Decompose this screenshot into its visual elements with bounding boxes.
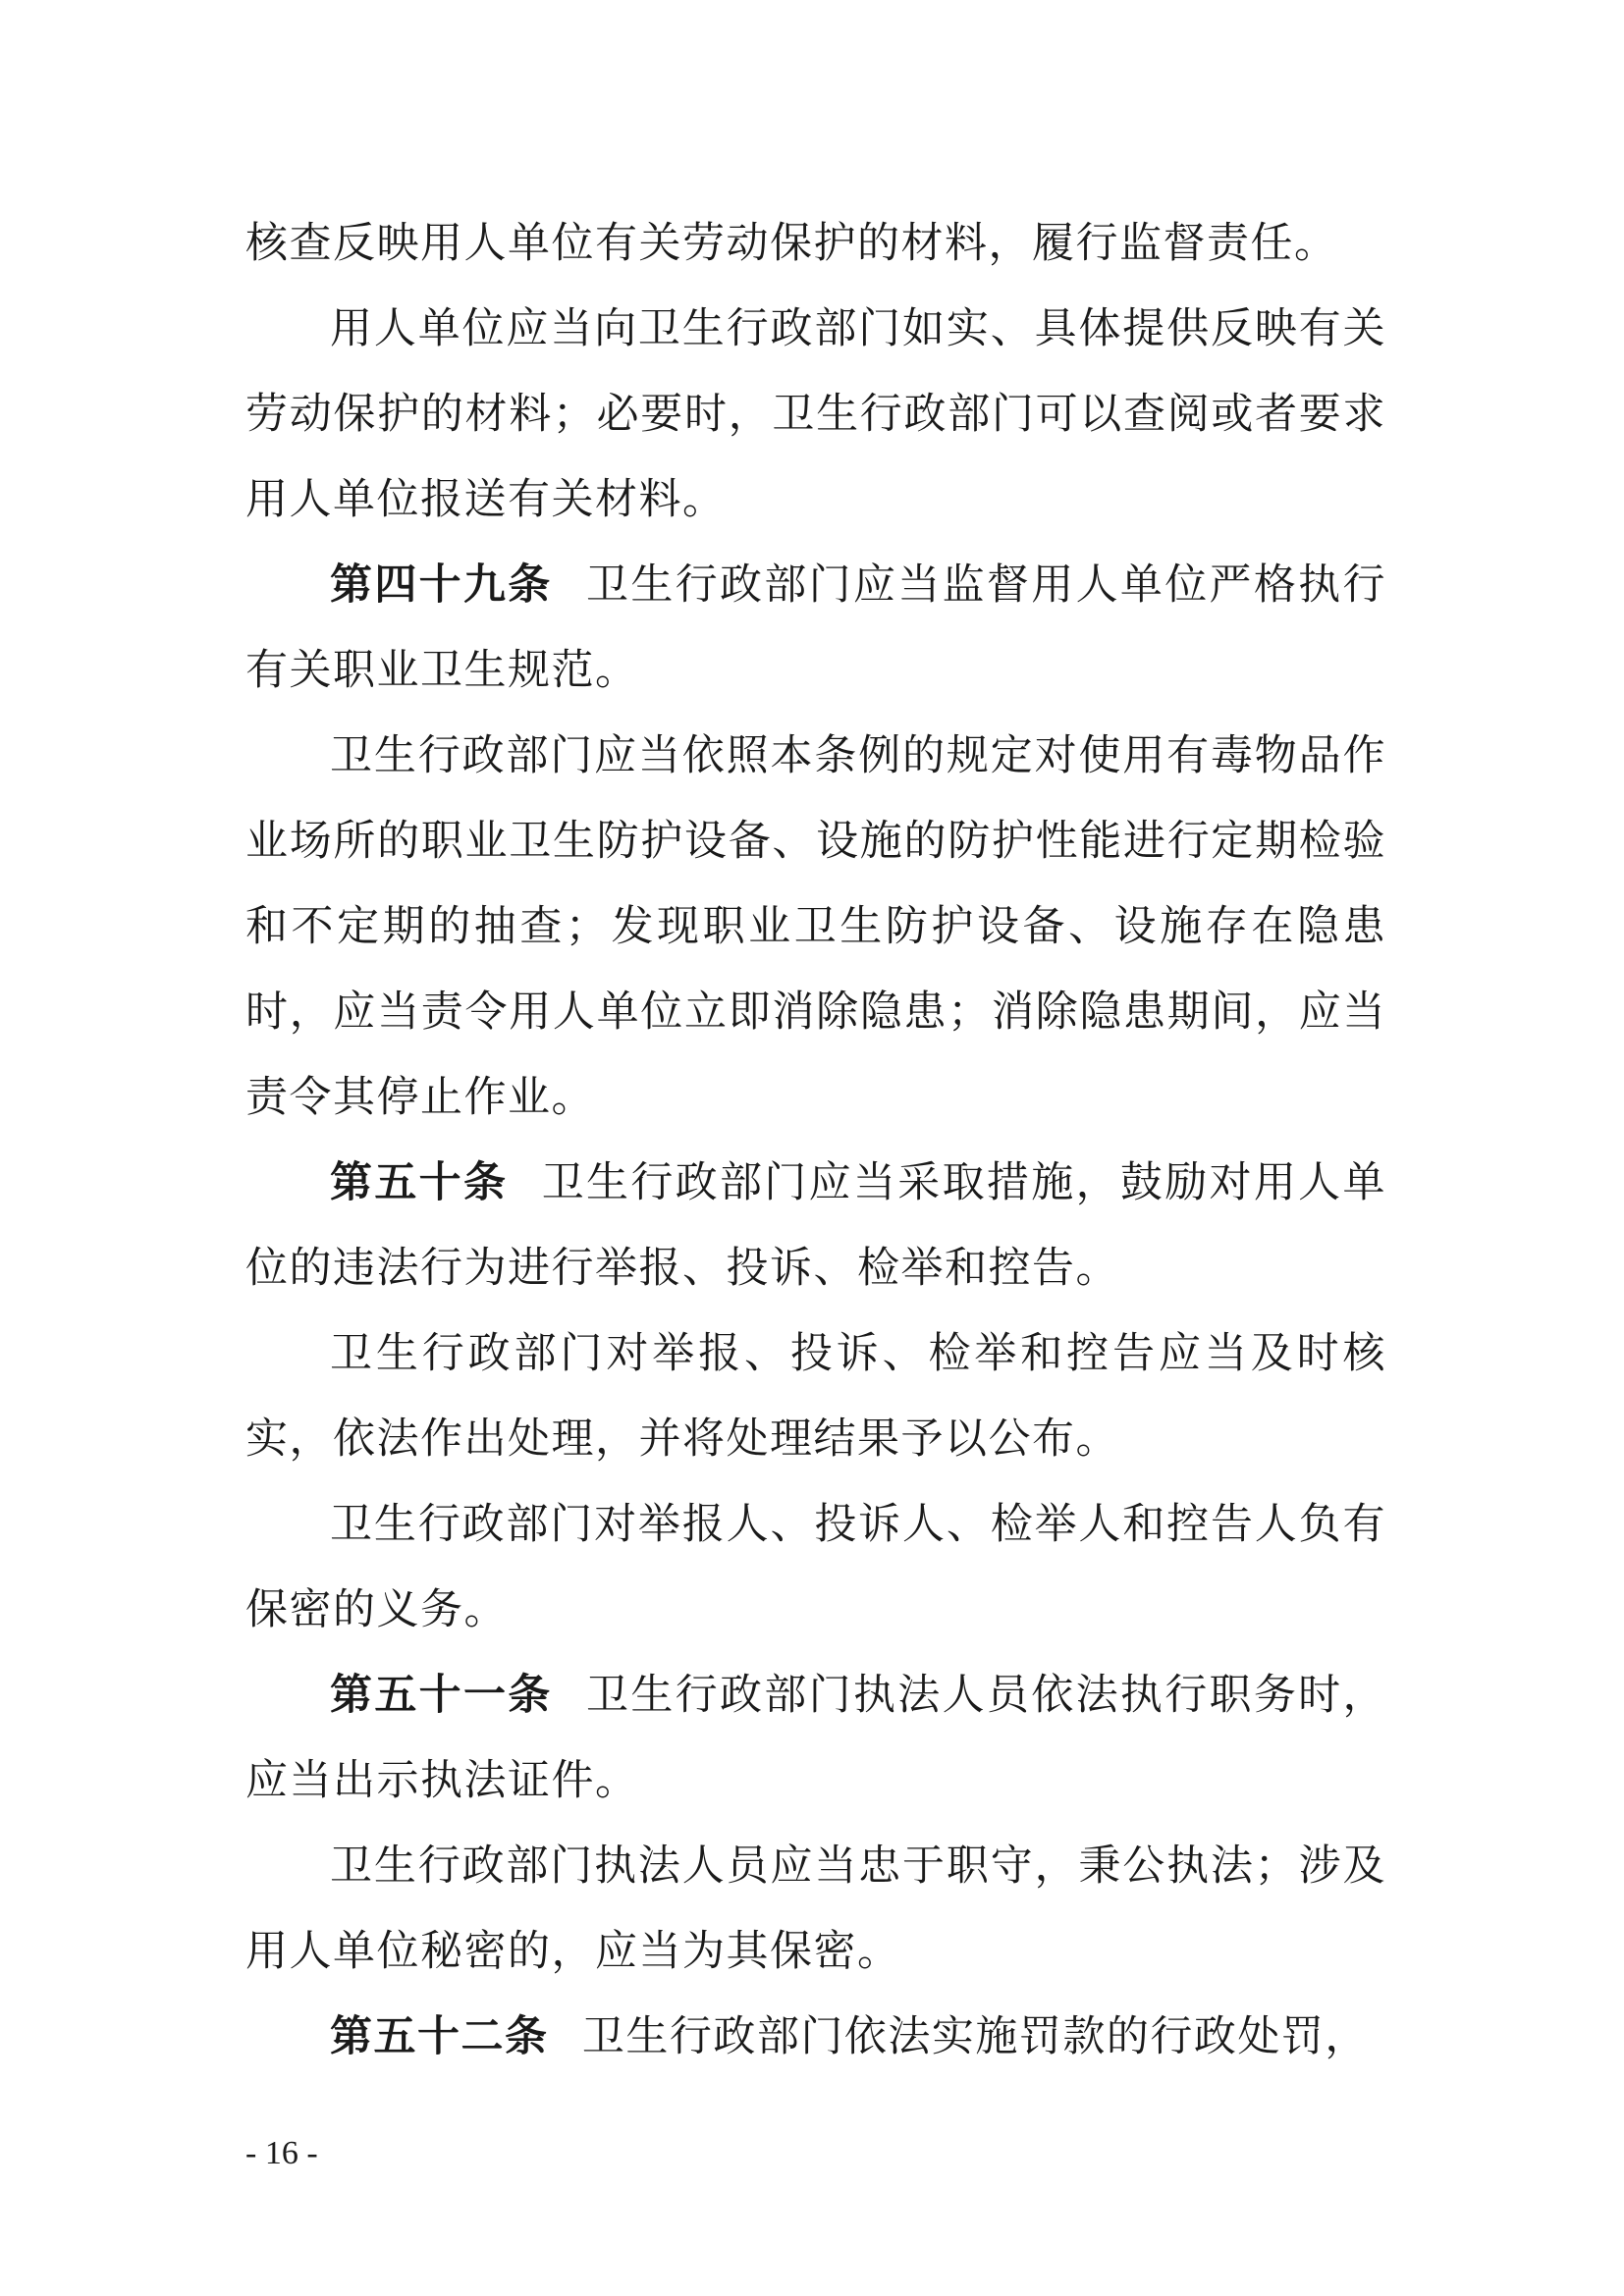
article-49 bbox=[245, 543, 1386, 714]
paragraph-text: 核查反映用人单位有关劳动保护的材料，履行监督责任。 bbox=[245, 219, 1338, 268]
paragraph-9 bbox=[245, 1824, 1386, 1995]
paragraph-text: 卫生行政部门执法人员依法执行职务时，应当出示执法证件。 bbox=[245, 1671, 1387, 1805]
paragraph-7 bbox=[245, 1482, 1386, 1653]
paragraph-1 bbox=[245, 201, 1386, 287]
body-text bbox=[245, 201, 1386, 2080]
paragraph-text: 卫生行政部门对举报人、投诉人、检举人和控告人负有保密的义务。 bbox=[245, 1500, 1386, 1634]
paragraph-text: 卫生行政部门依法实施罚款的行政处罚， bbox=[581, 2012, 1369, 2061]
article-50 bbox=[245, 1141, 1386, 1311]
article-52 bbox=[245, 1995, 1386, 2080]
article-number: 第四十九条 bbox=[330, 561, 553, 610]
page-number: - 16 - bbox=[245, 2135, 318, 2171]
article-51 bbox=[245, 1653, 1386, 1824]
paragraph-4 bbox=[245, 714, 1386, 1141]
paragraph-text: 卫生行政部门对举报、投诉、检举和控告应当及时核实，依法作出处理，并将处理结果予以公布。 bbox=[245, 1329, 1386, 1464]
article-number: 第五十二条 bbox=[330, 2012, 549, 2061]
paragraph-6 bbox=[245, 1311, 1386, 1482]
paragraph-text: 卫生行政部门应当依照本条例的规定对使用有毒物品作业场所的职业卫生防护设备、设施的防护性能进行定期检验和不定期的抽查；发现职业卫生防护设备、设施存在隐患时，应当责令用人单位立即消除隐患；消除隐患期间，应当责令其停止作业。 bbox=[245, 731, 1386, 1122]
paragraph-text: 卫生行政部门应当采取措施，鼓励对用人单位的违法行为进行举报、投诉、检举和控告。 bbox=[245, 1158, 1387, 1293]
paragraph-text: 用人单位应当向卫生行政部门如实、具体提供反映有关劳动保护的材料；必要时，卫生行政部门可以查阅或者要求用人单位报送有关材料。 bbox=[245, 304, 1386, 524]
paragraph-2 bbox=[245, 287, 1386, 543]
article-number: 第五十条 bbox=[330, 1158, 509, 1207]
article-number: 第五十一条 bbox=[330, 1671, 553, 1720]
paragraph-text: 卫生行政部门执法人员应当忠于职守，秉公执法；涉及用人单位秘密的，应当为其保密。 bbox=[245, 1842, 1386, 1976]
paragraph-text: 卫生行政部门应当监督用人单位严格执行有关职业卫生规范。 bbox=[245, 561, 1387, 695]
